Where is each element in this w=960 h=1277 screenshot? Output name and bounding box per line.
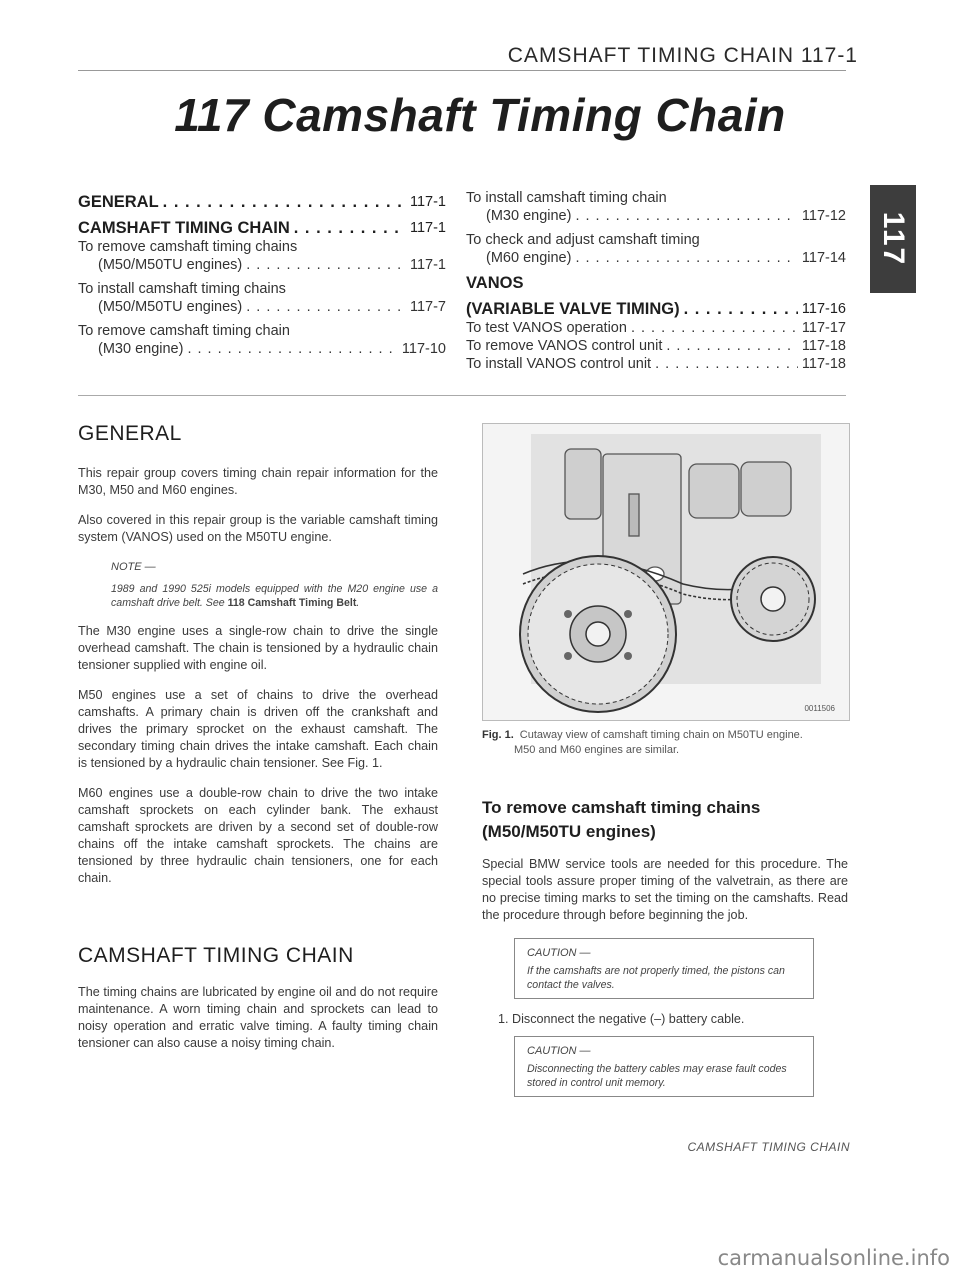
- toc-entry[interactable]: [466, 337, 846, 355]
- caution-box-1: [514, 938, 814, 999]
- toc-entry[interactable]: [78, 256, 446, 274]
- toc-entry-label: CAMSHAFT TIMING CHAIN: [78, 219, 290, 237]
- page-footer: CAMSHAFT TIMING CHAIN: [687, 1140, 850, 1154]
- general-paragraph-3: The M30 engine uses a single-row chain to drive the single overhead camshaft. The chain is tensioned by a hydraulic chain tensioner supplied with engine oil.: [78, 624, 438, 672]
- toc-leader-dots: [163, 192, 406, 212]
- toc-entry[interactable]: [78, 218, 446, 238]
- toc-entry-label: (M60 engine): [486, 250, 572, 266]
- running-header: CAMSHAFT TIMING CHAIN 117-1: [507, 44, 858, 67]
- caution-label: CAUTION —: [527, 1045, 591, 1057]
- toc-entry-label: (M30 engine): [486, 208, 572, 224]
- toc-leader-dots: [575, 249, 797, 267]
- camchain-body: [78, 984, 438, 1052]
- figure-code: 0011506: [804, 704, 835, 713]
- caution-text: Disconnecting the battery cables may erase fault codes stored in control unit memory.: [527, 1063, 787, 1089]
- toc-entry-page: 117-1: [409, 257, 446, 273]
- toc-entry[interactable]: [466, 207, 846, 225]
- procedure-intro: Special BMW service tools are needed for this procedure. The special tools assure proper timing of the valvetrain, as there are no precise timing marks to set the timing on the camshafts. Read the procedure through before beginning the job.: [482, 857, 848, 922]
- toc-entry-page: 117-17: [801, 320, 846, 336]
- toc-entry[interactable]: [78, 192, 446, 212]
- procedure-title: To remove camshaft timing chains (M50/M50TU engines): [482, 798, 761, 841]
- toc-right-column: [466, 189, 846, 373]
- note-text: 1989 and 1990 525i models equipped with the M20 engine use a camshaft drive belt. See 118 Camshaft Timing Belt.: [111, 583, 438, 609]
- toc-entry[interactable]: [78, 298, 446, 316]
- figure-caption: Fig. 1. Cutaway view of camshaft timing chain on M50TU engine. M50 and M60 engines are similar.: [482, 729, 803, 756]
- general-paragraph-4: M50 engines use a set of chains to drive the overhead camshafts. A primary chain is driven off the crankshaft and drives the primary sprocket on the exhaust camshaft. The secondary timing chain drives the intake camshaft. Each chain is tensioned by a hydraulic chain tensioner. See Fig. 1.: [78, 688, 438, 770]
- toc-entry-page: 117-18: [801, 338, 846, 354]
- crank-sprocket-graphic: [520, 556, 676, 712]
- toc-entry-page: 117-14: [801, 250, 846, 266]
- toc-left-column: [78, 192, 446, 358]
- toc-entry[interactable]: [466, 273, 846, 293]
- toc-entry[interactable]: [466, 231, 846, 249]
- engine-cutaway-illustration: [483, 424, 849, 720]
- toc-leader-dots: [666, 337, 798, 355]
- toc-entry[interactable]: [466, 249, 846, 267]
- toc-entry-page: 117-18: [801, 356, 846, 372]
- toc-entry-label: VANOS: [466, 274, 524, 292]
- toc-entry-label: To remove VANOS control unit: [466, 338, 663, 354]
- toc-entry-label: To remove camshaft timing chain: [78, 323, 290, 339]
- side-tab-label: 117: [877, 211, 910, 267]
- general-body: [78, 465, 438, 900]
- toc-entry-page: 117-1: [409, 220, 446, 236]
- toc-entry[interactable]: [466, 319, 846, 337]
- chapter-side-tab: [870, 185, 916, 293]
- figure-engine-cutaway: [482, 423, 850, 721]
- note-block: [78, 559, 438, 610]
- toc-entry-label: (M50/M50TU engines): [98, 257, 243, 273]
- toc-entry[interactable]: [466, 355, 846, 373]
- toc-entry[interactable]: [78, 280, 446, 298]
- general-paragraph-2: Also covered in this repair group is the variable camshaft timing system (VANOS) used on the M50TU engine.: [78, 513, 438, 544]
- toc-entry-label: GENERAL: [78, 193, 159, 211]
- caution-box-2: [514, 1036, 814, 1097]
- toc-entry-page: 117-7: [409, 299, 446, 315]
- toc-entry[interactable]: [78, 238, 446, 256]
- toc-entry[interactable]: [466, 299, 846, 319]
- toc-leader-dots: [631, 319, 798, 337]
- toc-entry-label: (M30 engine): [98, 341, 184, 357]
- general-paragraph-5: M60 engines use a double-row chain to drive the two intake camshaft sprockets on each cylinder bank. The exhaust camshaft sprockets are driven by a second set of double-row chains off the intake camshaft sprockets. The chains are tensioned by three hydraulic chain tensioners, one for each chain.: [78, 786, 438, 885]
- toc-entry-page: 117-12: [801, 208, 846, 224]
- section-title-camshaft-timing-chain: CAMSHAFT TIMING CHAIN: [78, 944, 354, 967]
- watermark: carmanualsonline.info: [717, 1246, 950, 1270]
- chapter-title: 117 Camshaft Timing Chain: [174, 89, 786, 141]
- caution-text: If the camshafts are not properly timed, the pistons can contact the valves.: [527, 965, 785, 991]
- caution-label: CAUTION —: [527, 947, 591, 959]
- toc-entry[interactable]: [78, 340, 446, 358]
- toc-entry-page: 117-16: [801, 301, 846, 317]
- figure-label: Fig. 1.: [482, 729, 514, 741]
- toc-leader-dots: [246, 298, 406, 316]
- vanos-sprocket-graphic: [731, 557, 815, 641]
- toc-entry-label: To install camshaft timing chains: [78, 281, 286, 297]
- toc-leader-dots: [684, 299, 798, 319]
- section-title-general: GENERAL: [78, 422, 182, 445]
- toc-entry-label: To test VANOS operation: [466, 320, 627, 336]
- toc-leader-dots: [294, 218, 406, 238]
- toc-entry-label: To install VANOS control unit: [466, 356, 652, 372]
- toc-leader-dots: [187, 340, 397, 358]
- toc-entry-label: (M50/M50TU engines): [98, 299, 243, 315]
- general-paragraph-1: This repair group covers timing chain repair information for the M30, M50 and M60 engines.: [78, 466, 438, 497]
- note-label: NOTE —: [111, 561, 156, 573]
- toc-entry-page: 117-10: [401, 341, 446, 357]
- section-divider: [78, 395, 846, 396]
- note-reference: 118 Camshaft Timing Belt: [227, 597, 357, 609]
- procedure-step-1: 1. Disconnect the negative (–) battery cable.: [498, 1012, 745, 1026]
- toc-leader-dots: [246, 256, 406, 274]
- toc-leader-dots: [575, 207, 797, 225]
- toc-entry[interactable]: [466, 189, 846, 207]
- toc-entry-label: To install camshaft timing chain: [466, 190, 667, 206]
- toc-entry-label: To remove camshaft timing chains: [78, 239, 298, 255]
- toc-entry-page: 117-1: [409, 194, 446, 210]
- header-rule: [78, 70, 846, 71]
- toc-entry[interactable]: [78, 322, 446, 340]
- camchain-paragraph-1: The timing chains are lubricated by engine oil and do not require maintenance. A worn timing chain and sprockets can lead to noisy operation and erratic valve timing. A faulty timing chain tensioner can also cause a noisy timing chain.: [78, 985, 438, 1050]
- toc-entry-label: (VARIABLE VALVE TIMING): [466, 300, 680, 318]
- toc-leader-dots: [655, 355, 798, 373]
- toc-entry-label: To check and adjust camshaft timing: [466, 232, 700, 248]
